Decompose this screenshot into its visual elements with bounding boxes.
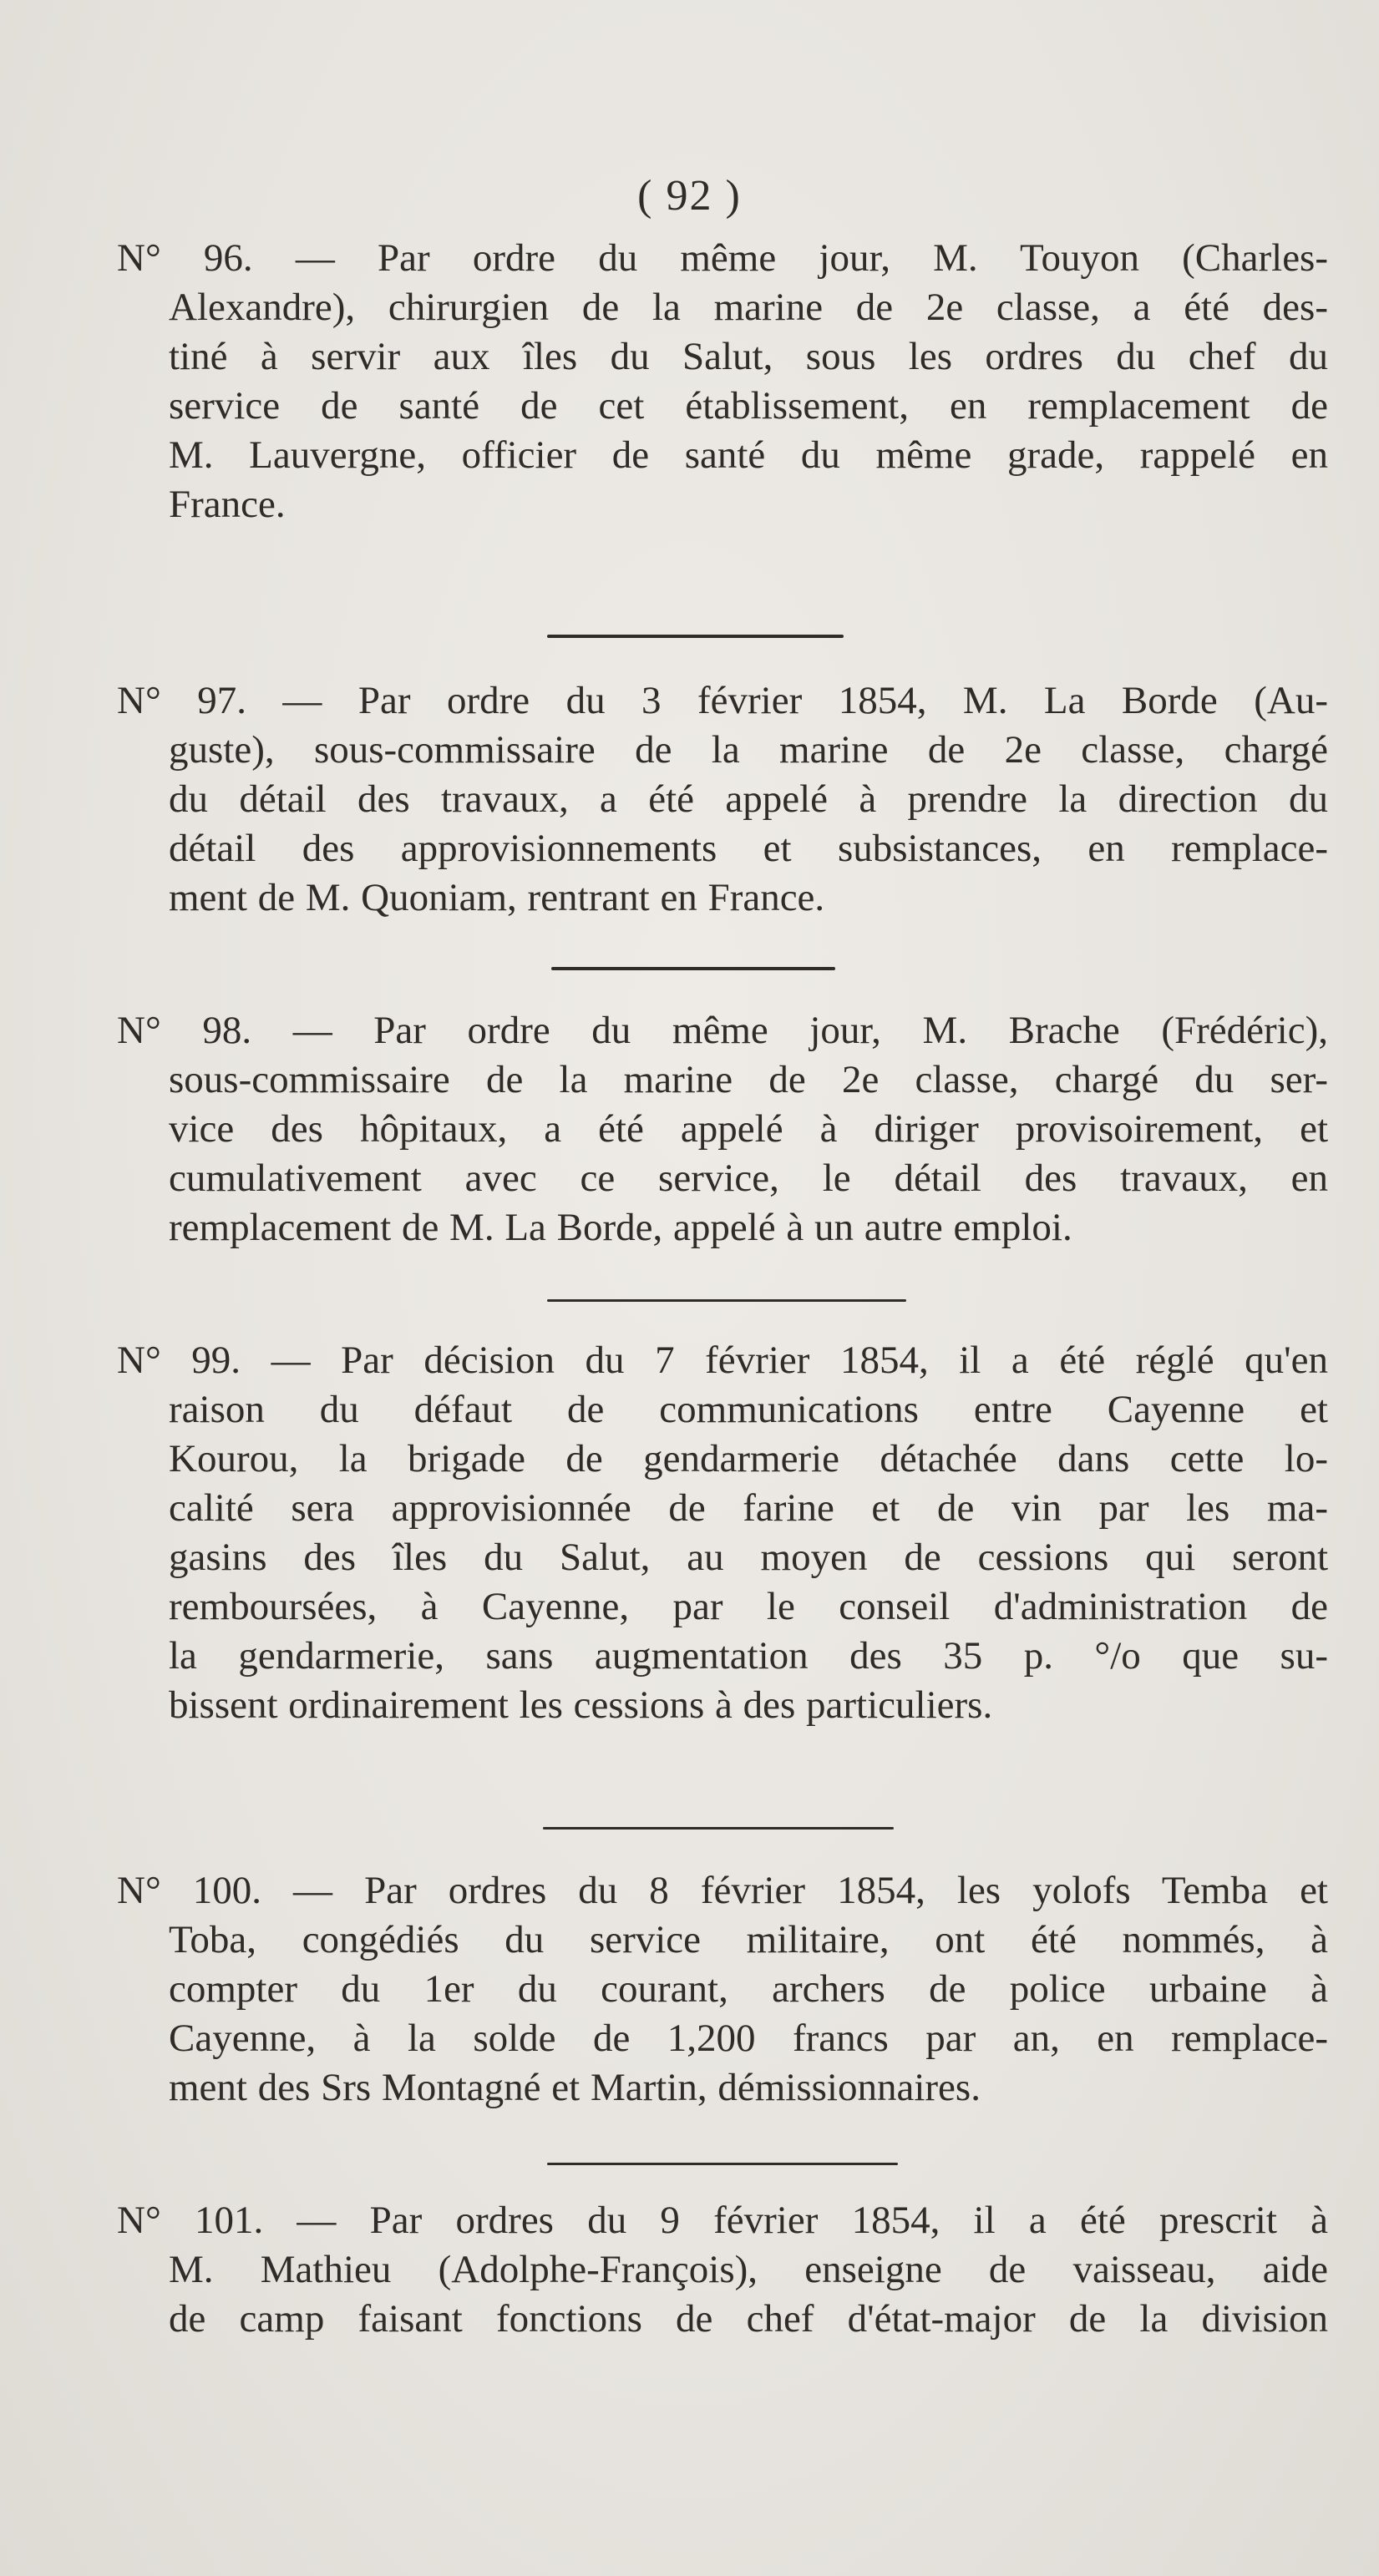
entry-line: ment de M. Quoniam, rentrant en France. [169,876,825,919]
entry-97 [117,676,1328,923]
entry-line: compter du 1er du courant, archers de police urbaine à [169,1967,1328,2011]
entry-line: tiné à servir aux îles du Salut, sous les ordres du chef du [169,335,1328,378]
entry-line: de camp faisant fonctions de chef d'état-major de la division [169,2297,1328,2341]
entry-101 [117,2196,1328,2344]
entry-line: raison du défaut de communications entre Cayenne et [169,1388,1328,1431]
entry-line: N° 99. — Par décision du 7 février 1854, il a été réglé qu'en [117,1339,1328,1382]
entry-line: M. Mathieu (Adolphe-François), enseigne de vaisseau, aide [169,2248,1328,2291]
entry-line: calité sera approvisionnée de farine et de vin par les ma- [169,1486,1328,1530]
entry-line: gasins des îles du Salut, au moyen de cessions qui seront [169,1536,1328,1579]
entry-96 [117,234,1328,529]
entry-line: du détail des travaux, a été appelé à prendre la direction du [169,777,1328,821]
entry-line: N° 98. — Par ordre du même jour, M. Brache (Frédéric), [117,1009,1328,1052]
separator-rule [547,1299,906,1302]
entry-line: vice des hôpitaux, a été appelé à diriger provisoirement, et [169,1107,1328,1151]
entry-line: la gendarmerie, sans augmentation des 35 p. °/o que su- [169,1634,1328,1678]
entry-line: N° 100. — Par ordres du 8 février 1854, les yolofs Temba et [117,1869,1328,1912]
separator-rule [547,2163,898,2165]
entry-line: France. [169,483,286,526]
entry-line: remplacement de M. La Borde, appelé à un autre emploi. [169,1206,1072,1249]
entry-line: ment des Srs Montagné et Martin, démissionnaires. [169,2066,981,2109]
entry-line: guste), sous-commissaire de la marine de 2e classe, chargé [169,728,1328,772]
entry-99 [117,1336,1328,1730]
entry-line: Toba, congédiés du service militaire, ont été nommés, à [169,1918,1328,1961]
entry-line: N° 101. — Par ordres du 9 février 1854, il a été prescrit à [117,2199,1328,2242]
entry-line: Cayenne, à la solde de 1,200 francs par an, en remplace- [169,2017,1328,2060]
separator-rule [551,967,835,970]
separator-rule [547,635,844,638]
entry-line: détail des approvisionnements et subsistances, en remplace- [169,827,1328,870]
entry-line: N° 97. — Par ordre du 3 février 1854, M. La Borde (Au- [117,679,1328,722]
entry-line: Kourou, la brigade de gendarmerie détachée dans cette lo- [169,1437,1328,1480]
separator-rule [543,1827,894,1830]
entry-98 [117,1006,1328,1253]
entry-line: remboursées, à Cayenne, par le conseil d'administration de [169,1585,1328,1628]
entry-line: service de santé de cet établissement, en remplacement de [169,384,1328,428]
entry-line: N° 96. — Par ordre du même jour, M. Touyon (Charles- [117,236,1328,280]
entry-line: M. Lauvergne, officier de santé du même grade, rappelé en [169,433,1328,477]
page-number: ( 92 ) [637,172,742,220]
entry-line: cumulativement avec ce service, le détail des travaux, en [169,1156,1328,1200]
entry-100 [117,1866,1328,2113]
entry-line: sous-commissaire de la marine de 2e classe, chargé du ser- [169,1058,1328,1101]
entry-line: Alexandre), chirurgien de la marine de 2e classe, a été des- [169,286,1328,329]
entry-line: bissent ordinairement les cessions à des particuliers. [169,1683,993,1727]
